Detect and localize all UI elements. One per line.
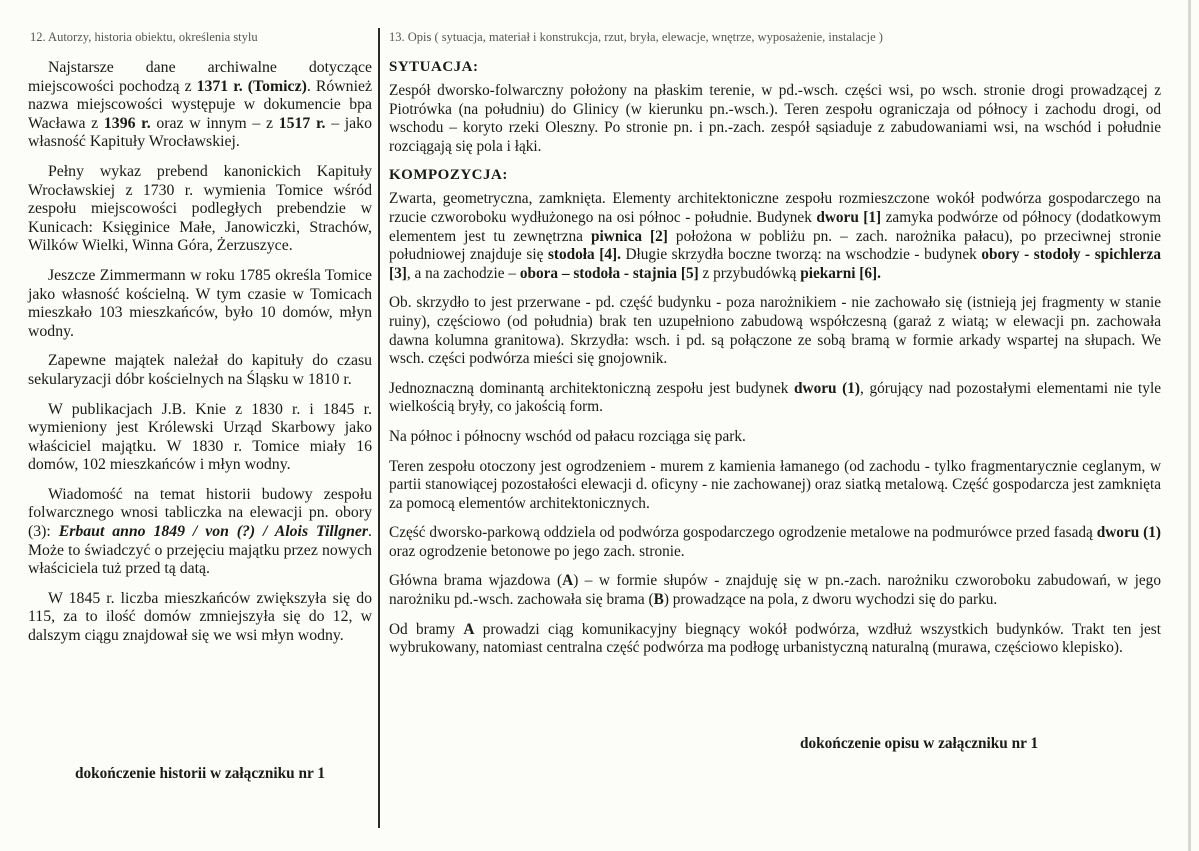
description-column — [389, 30, 1161, 820]
composition-paragraph-1: Zwarta, geometryczna, zamknięta. Elementy architektoniczne zespołu rozmieszczone wokół podwórza gospodarczego na rzucie czworoboku wydłużonego na osi północ - południe. Budynek dworu [1] zamyka podwórze od północy (dodatkowym elementem jest tu zewnętrzna piwnica [2] położona w pobliżu pn. – zach. narożnika pałacu), po przeciwnej stronie południowej znajduje się stodoła [4]. Długie skrzydła boczne tworzą: na wschodzie - budynek obory - stodoły - spichlerza [3], a na zachodzie – obora – stodoła - stajnia [5] z przybudówką piekarni [6]. — [389, 190, 1162, 282]
composition-paragraph-7: Główna brama wjazdowa (A) – w formie słupów - znajduję się w pn.-zach. narożniku czworoboku zabudowań, w jego narożniku pd.-wsch. zachowała się brama (B) prowadzące na pola, z dworu wychodzi się do parku. — [389, 572, 1161, 609]
history-paragraph-6: Wiadomość na temat historii budowy zespołu folwarcznego wnosi tabliczka na elewacji pn. obory (3): Erbaut anno 1849 / von (?) / Alois Tillgner. Może to świadczyć o przejęciu majątku przez nowych właściciela tuż przed tą datą. — [28, 485, 372, 578]
history-paragraph-7: W 1845 r. liczba mieszkańców zwiększyła się do 115, za to ilość domów zmniejszyła się do 12, w dalszym ciągu znajdował się we wsi młyn wodny. — [28, 589, 372, 645]
description-continuation-note: dokończenie opisu w załączniku nr 1 — [800, 735, 1039, 752]
section-title-composition: KOMPOZYCJA: — [389, 167, 508, 184]
history-paragraph-2: Pełny wykaz prebend kanonickich Kapituły Wrocławskiej z 1730 r. wymienia Tomice wśród zespołu miejscowości podległych prebendzie w Kunicach: Księginice Małe, Janowiczki, Strachów, Wilków Wielki, Winna Góra, Żerzuszyce. — [28, 162, 372, 255]
composition-paragraph-8: Od bramy A prowadzi ciąg komunikacyjny biegnący wokół podwórza, wzdłuż wszystkich budynków. Trakt ten jest wybrukowany, natomiast centralna część podwórza ma podłogę urbanistyczną naturalną (murawa, częściowo klepisko). — [389, 620, 1161, 657]
history-column — [28, 30, 372, 820]
situation-paragraph: Zespół dworsko-folwarczny położony na płaskim terenie, w pd.-wsch. części wsi, po wsch. stronie drogi prowadzącej z Piotrówka (na południu) do Glinicy (w kierunku pn.-wsch.). Teren zespołu ograniczaja od północy i zachodu drogi, od wschodu – koryto rzeki Oleszny. Po stronie pn. i pn.-zach. zespół sąsiaduje z zabudowaniami wsi, na wschód i południe rozciągają się pola i łąki. — [389, 82, 1161, 155]
column-divider — [378, 28, 380, 828]
history-paragraph-5: W publikacjach J.B. Knie z 1830 r. i 1845 r. wymieniony jest Królewski Urząd Skarbowy jako właściciel majątku. W 1830 r. Tomice miały 16 domów, 102 mieszkańców i młyn wodny. — [28, 400, 372, 474]
composition-paragraph-3: Jednoznaczną dominantą architektoniczną zespołu jest budynek dworu (1), górujący nad pozostałymi elementami nie tyle wielkością bryły, co jakością form. — [389, 379, 1161, 416]
history-paragraph-4: Zapewne majątek należał do kapituły do czasu sekularyzacji dóbr kościelnych na Śląsku w 1810 r. — [28, 352, 372, 388]
history-header: 12. Autorzy, historia obiektu, określenia stylu — [30, 30, 258, 44]
composition-paragraph-5: Teren zespołu otoczony jest ogrodzeniem - murem z kamienia łamanego (od zachodu - tylko fragmentarycznie ceglanym, w partii stanowiącej pozostałości elewacji d. oficyny - nie zachowanej) oraz siatką metalową. Część gospodarcza jest zamknięta za pomocą elementów architektonicznych. — [389, 457, 1161, 512]
history-paragraph-1: Najstarsze dane archiwalne dotyczące miejscowości pochodzą z 1371 r. (Tomicz). Również nazwa miejscowości występuje w dokumencie bpa Wacława z 1396 r. oraz w innym – z 1517 r. – jako własność Kapituły Wrocławskiej. — [28, 59, 372, 151]
composition-paragraph-2: Ob. skrzydło to jest przerwane - pd. część budynku - poza narożnikiem - nie zachowało się (istnieją jej fragmenty w stanie ruiny), częściowo (od południa) brak ten uzupełniono zabudową współczesną (garaż z wiatą; w elewacji pn. zachowała dawna kolumna granitowa). Skrzydła: wsch. i pd. są połączone ze sobą bramą w formie arkady wspartej na słupach. We wsch. części podwórza mieści się gnojownik. — [389, 294, 1161, 368]
page-edge — [1188, 0, 1191, 851]
composition-paragraph-6: Część dworsko-parkową oddziela od podwórza gospodarczego ogrodzenie metalowe na podmurówce przed fasadą dworu (1) oraz ogrodzenie betonowe po jego zach. stronie. — [389, 524, 1161, 560]
description-header: 13. Opis ( sytuacja, materiał i konstrukcja, rzut, bryła, elewacje, wnętrze, wyposażenie, instalacje ) — [389, 30, 883, 44]
history-continuation-note: dokończenie historii w załączniku nr 1 — [74, 765, 325, 782]
composition-paragraph-4: Na północ i północny wschód od pałacu rozciąga się park. — [389, 427, 746, 445]
section-title-situation: SYTUACJA: — [389, 59, 479, 75]
history-paragraph-3: Jeszcze Zimmermann w roku 1785 określa Tomice jako własność kościelną. W tym czasie w Tomicach mieszkało 103 mieszkańców, było 10 domów, młyn wodny. — [28, 266, 372, 340]
